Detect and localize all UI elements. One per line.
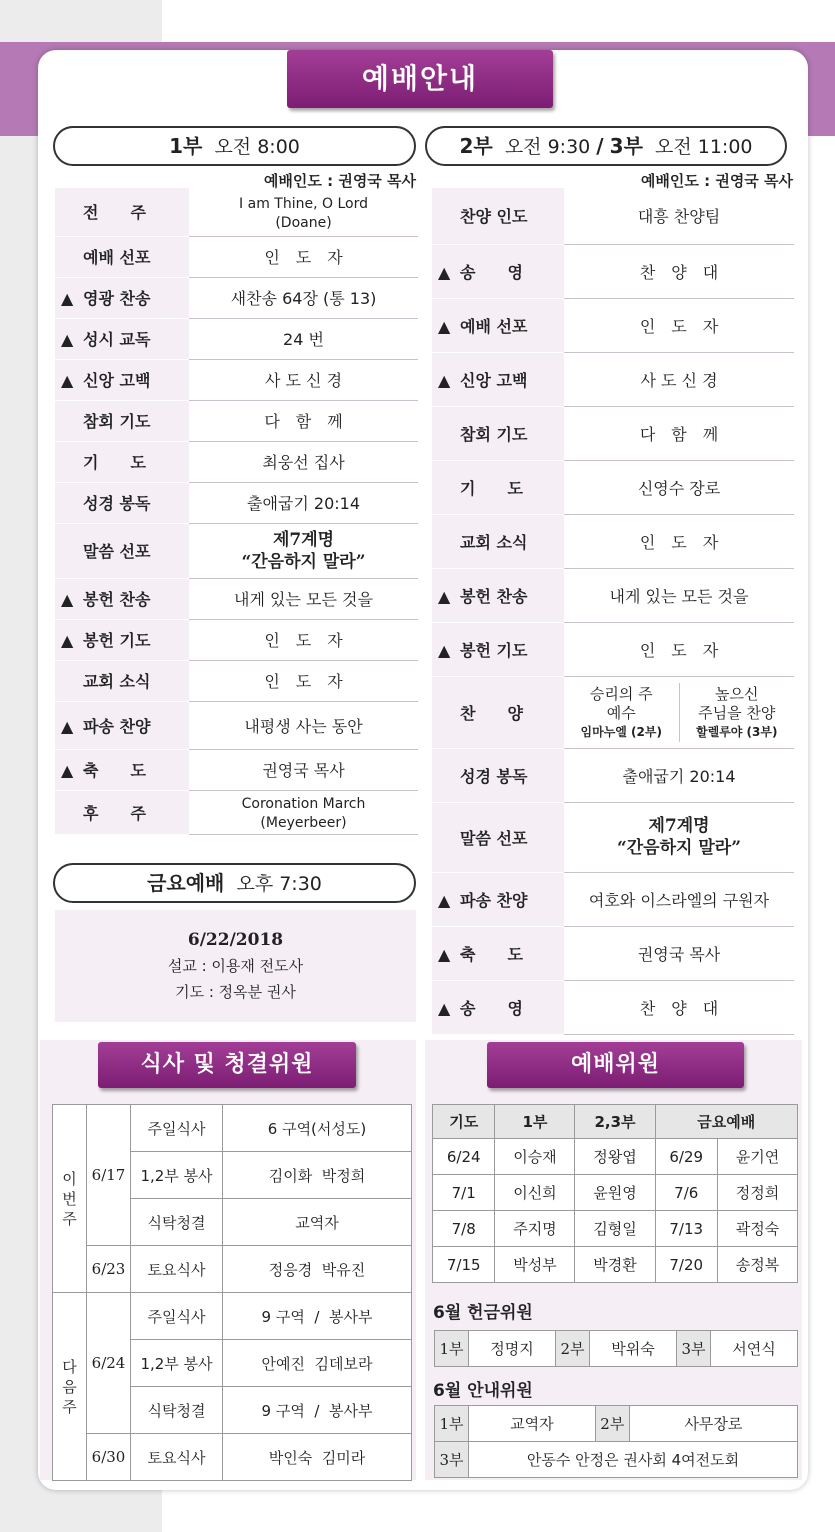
meal-duty: 1,2부 봉사 [131, 1340, 223, 1387]
usher-name: 안동수 안정은 권사회 4여전도회 [469, 1442, 798, 1478]
committee-cell: 이승재 [495, 1139, 575, 1175]
usher-table [434, 1405, 798, 1478]
stand-marker-icon: ▲ [438, 640, 451, 660]
order-label-text: 후 주 [83, 803, 146, 823]
offering-service: 3부 [677, 1331, 711, 1367]
committee-header [433, 1105, 798, 1139]
praise-line: 주님을 찬양 [698, 703, 776, 722]
committee-header-cell: 1부 [495, 1105, 575, 1139]
order-value [189, 318, 418, 359]
meal-assignee: 6 구역(서성도) [223, 1105, 412, 1152]
order-value [564, 926, 794, 980]
stand-marker-icon: ▲ [438, 890, 451, 910]
order-row [55, 188, 418, 236]
meal-assignee: 정응경 박유진 [223, 1246, 412, 1293]
praise-split [564, 683, 794, 742]
order-value [189, 523, 418, 578]
committee-cell: 7/13 [655, 1211, 717, 1247]
order-value [189, 188, 418, 236]
sermon-title: 제7계명 “간음하지 말라” [616, 816, 741, 858]
meal-row [53, 1434, 412, 1481]
order-row [55, 701, 418, 749]
committee-cell: 박성부 [495, 1247, 575, 1283]
offering-name: 서연식 [711, 1331, 798, 1367]
order-value [189, 482, 418, 523]
committee-cell: 7/8 [433, 1211, 495, 1247]
friday-details [55, 910, 416, 1022]
order-row [55, 523, 418, 578]
committee-cell: 윤기연 [717, 1139, 797, 1175]
committee-cell: 7/20 [655, 1247, 717, 1283]
service3-label: 3부 [609, 134, 643, 158]
order-label-text: 교회 소식 [460, 532, 528, 552]
order-label [55, 578, 189, 619]
praise-option [679, 683, 795, 742]
meal-duty: 식탁청결 [131, 1199, 223, 1246]
order-value-text: 인 도 자 [639, 640, 719, 660]
order-row [432, 802, 794, 872]
meal-row [53, 1293, 412, 1340]
order-value [564, 514, 794, 568]
committee-cell: 정정희 [717, 1175, 797, 1211]
order-row [432, 460, 794, 514]
order-row [55, 318, 418, 359]
order-label [432, 298, 564, 352]
stand-marker-icon: ▲ [61, 716, 74, 736]
order-row [55, 578, 418, 619]
order-label-text: 봉헌 찬송 [83, 590, 151, 609]
committee-header-cell: 금요예배 [655, 1105, 797, 1139]
usher-row [435, 1442, 798, 1478]
order-value-text: 내게 있는 모든 것을 [609, 586, 749, 606]
order-value-text: 사 도 신 경 [640, 370, 718, 390]
order-label [55, 188, 189, 236]
order-row [55, 749, 418, 790]
order-row [432, 980, 794, 1034]
order-value [189, 236, 418, 277]
order-row [55, 619, 418, 660]
order-label-text: 송 영 [460, 998, 523, 1018]
meal-duty: 주일식사 [131, 1105, 223, 1152]
order-value [564, 188, 794, 244]
committee-cell: 주지명 [495, 1211, 575, 1247]
order-label-text: 신앙 고백 [460, 370, 528, 390]
usher-name: 교역자 [469, 1406, 596, 1442]
order-row [55, 359, 418, 400]
stand-marker-icon: ▲ [61, 289, 74, 308]
order-value-text: 내게 있는 모든 것을 [234, 590, 373, 609]
order-value [564, 460, 794, 514]
service1-order-table [55, 188, 418, 835]
stand-marker-icon: ▲ [438, 370, 451, 390]
offering-table [434, 1330, 798, 1367]
committee-header-cell: 2,3부 [575, 1105, 655, 1139]
committee-cell: 7/6 [655, 1175, 717, 1211]
praise-option [564, 683, 679, 742]
service3-time: 오전 11:00 [655, 136, 753, 158]
order-label-text: 성시 교독 [83, 330, 151, 349]
offering-service: 1부 [435, 1331, 469, 1367]
order-label [432, 676, 564, 748]
order-row [55, 482, 418, 523]
meal-duty: 식탁청결 [131, 1387, 223, 1434]
committee-cell: 이신희 [495, 1175, 575, 1211]
committee-cell: 박경환 [575, 1247, 655, 1283]
order-label-text: 예배 선포 [460, 316, 528, 336]
order-value-text: 대흥 찬양팀 [637, 207, 721, 227]
meal-duty: 토요식사 [131, 1246, 223, 1293]
offering-row [435, 1331, 798, 1367]
order-value-text: 찬 양 대 [639, 998, 719, 1018]
order-value-text: I am Thine, O Lord (Doane) [239, 195, 368, 231]
order-value [189, 359, 418, 400]
meal-assignee: 9 구역 / 봉사부 [223, 1387, 412, 1434]
order-label-text: 전 주 [83, 203, 146, 223]
order-label [432, 748, 564, 802]
order-label [55, 790, 189, 834]
service23-leader: 예배인도 : 권영국 목사 [640, 172, 793, 190]
order-row [432, 926, 794, 980]
usher-service: 3부 [435, 1442, 469, 1478]
order-label [432, 514, 564, 568]
order-value-text: Coronation March (Meyerbeer) [241, 796, 366, 831]
order-label [55, 441, 189, 482]
order-row [432, 298, 794, 352]
offering-service: 2부 [556, 1331, 590, 1367]
sermon-title: 제7계명 “간음하지 말라” [241, 529, 366, 572]
stand-marker-icon: ▲ [61, 631, 74, 650]
order-label [55, 660, 189, 701]
committee-header-cell: 기도 [433, 1105, 495, 1139]
order-label [55, 482, 189, 523]
offering-title: 6월 헌금위원 [433, 1303, 533, 1323]
order-label-text: 파송 찬양 [83, 716, 151, 736]
order-label [55, 318, 189, 359]
meal-date: 6/23 [87, 1246, 131, 1293]
committee-cell: 김형일 [575, 1211, 655, 1247]
service1-heading [53, 126, 416, 166]
order-value [564, 802, 794, 872]
order-value [189, 400, 418, 441]
order-value [564, 244, 794, 298]
order-value-text: 여호와 이스라엘의 구원자 [588, 890, 770, 910]
order-row [432, 748, 794, 802]
committee-row [433, 1211, 798, 1247]
order-label-text: 찬양 인도 [460, 207, 528, 227]
order-label [432, 460, 564, 514]
order-value-text: 인 도 자 [639, 532, 719, 552]
friday-preacher: 설교 : 이용재 전도사 [167, 957, 304, 975]
order-value-text: 다 함 께 [639, 424, 719, 444]
order-label [55, 277, 189, 318]
order-label-text: 참회 기도 [460, 424, 528, 444]
order-row [55, 236, 418, 277]
order-value [189, 441, 418, 482]
friday-prayer: 기도 : 정옥분 권사 [175, 983, 296, 1001]
meal-assignee: 김이화 박정희 [223, 1152, 412, 1199]
meal-assignee: 9 구역 / 봉사부 [223, 1293, 412, 1340]
order-value [564, 872, 794, 926]
meal-date: 6/30 [87, 1434, 131, 1481]
order-value-text: 권영국 목사 [637, 944, 721, 964]
order-row [432, 188, 794, 244]
order-value [564, 406, 794, 460]
order-value-text: 사 도 신 경 [264, 371, 343, 390]
order-label [55, 523, 189, 578]
committee-cell: 6/29 [655, 1139, 717, 1175]
committee-title: 예배위원 [487, 1042, 744, 1088]
order-label [432, 406, 564, 460]
stand-marker-icon: ▲ [438, 998, 451, 1018]
committee-table [432, 1104, 798, 1283]
order-label-text: 교회 소식 [83, 672, 151, 691]
usher-row [435, 1406, 798, 1442]
praise-line: 높으신 [715, 684, 759, 703]
praise-line: 예수 [606, 703, 636, 722]
order-row [432, 406, 794, 460]
order-label [432, 622, 564, 676]
order-label-text: 예배 선포 [83, 248, 151, 267]
committee-row [433, 1139, 798, 1175]
order-value-text: 최웅선 집사 [262, 453, 345, 472]
order-label-text: 찬 양 [460, 703, 523, 723]
order-value-text: 인 도 자 [264, 672, 343, 691]
service-separator: / [596, 134, 604, 158]
order-value [564, 298, 794, 352]
meal-assignee: 교역자 [223, 1199, 412, 1246]
order-value [564, 568, 794, 622]
meal-duty: 주일식사 [131, 1293, 223, 1340]
meal-duty: 토요식사 [131, 1434, 223, 1481]
order-label-text: 신앙 고백 [83, 371, 151, 390]
stand-marker-icon: ▲ [438, 262, 451, 282]
committee-cell: 정왕엽 [575, 1139, 655, 1175]
order-value [189, 660, 418, 701]
service1-label: 1부 [169, 134, 203, 158]
order-value-text: 인 도 자 [264, 631, 343, 650]
order-row [55, 277, 418, 318]
meal-table [52, 1104, 412, 1481]
order-label-text: 참회 기도 [83, 412, 151, 431]
order-value-text: 24 번 [283, 330, 324, 349]
stand-marker-icon: ▲ [438, 944, 451, 964]
order-value-text: 권영국 목사 [262, 761, 345, 780]
order-label [432, 926, 564, 980]
order-value [189, 790, 418, 834]
order-label [432, 568, 564, 622]
order-label [55, 236, 189, 277]
service2-time: 오전 9:30 [504, 136, 591, 158]
praise-service: 임마누엘 (2부) [580, 724, 662, 739]
committee-row [433, 1247, 798, 1283]
order-label-text: 말씀 선포 [460, 828, 528, 848]
order-label-text: 기 도 [460, 478, 523, 498]
order-row [55, 441, 418, 482]
committee-cell: 7/1 [433, 1175, 495, 1211]
stand-marker-icon: ▲ [61, 330, 74, 349]
order-label [55, 359, 189, 400]
meal-date: 6/17 [87, 1105, 131, 1246]
order-value [564, 676, 794, 748]
order-row [432, 676, 794, 748]
order-row [432, 622, 794, 676]
order-value-text: 출애굽기 20:14 [622, 766, 736, 786]
week-label: 이 번 주 [53, 1105, 87, 1293]
order-label-text: 봉헌 찬송 [460, 586, 528, 606]
order-row [432, 352, 794, 406]
friday-date: 6/22/2018 [187, 930, 284, 950]
order-label-text: 말씀 선포 [83, 542, 151, 561]
committee-cell: 곽정숙 [717, 1211, 797, 1247]
order-row [432, 872, 794, 926]
order-value [564, 980, 794, 1034]
friday-label: 금요예배 [147, 871, 225, 895]
committee-cell: 송정복 [717, 1247, 797, 1283]
order-label-text: 성경 봉독 [460, 766, 528, 786]
order-label [55, 749, 189, 790]
order-label-text: 파송 찬양 [460, 890, 528, 910]
order-label [432, 980, 564, 1034]
order-row [55, 790, 418, 834]
order-value [189, 578, 418, 619]
order-label [55, 619, 189, 660]
service23-heading [425, 126, 787, 166]
stand-marker-icon: ▲ [438, 586, 451, 606]
order-value [189, 749, 418, 790]
committee-cell: 7/15 [433, 1247, 495, 1283]
order-label-text: 기 도 [83, 453, 146, 472]
friday-time: 오후 7:30 [236, 873, 322, 895]
service23-order-table [432, 188, 794, 1035]
order-value-text: 찬 양 대 [639, 262, 719, 282]
order-value-text: 내평생 사는 동안 [244, 716, 363, 736]
week-label: 다 음 주 [53, 1293, 87, 1481]
order-value [189, 277, 418, 318]
committee-row [433, 1175, 798, 1211]
usher-name: 사무장로 [629, 1406, 797, 1442]
order-label-text: 축 도 [83, 761, 146, 780]
order-value-text: 인 도 자 [639, 316, 719, 336]
order-label-text: 성경 봉독 [83, 494, 151, 513]
order-value-text: 새찬송 64장 (통 13) [230, 289, 377, 308]
usher-service: 1부 [435, 1406, 469, 1442]
service1-time: 오전 8:00 [214, 136, 300, 158]
order-value [564, 352, 794, 406]
order-value-text: 출애굽기 20:14 [246, 494, 361, 513]
order-value [189, 701, 418, 749]
order-value [564, 622, 794, 676]
page-title: 예배안내 [287, 50, 553, 108]
meal-row [53, 1105, 412, 1152]
committee-cell: 윤원영 [575, 1175, 655, 1211]
order-label-text: 봉헌 기도 [460, 640, 528, 660]
order-value-text: 신영수 장로 [637, 478, 721, 498]
order-value [564, 748, 794, 802]
order-label [432, 244, 564, 298]
stand-marker-icon: ▲ [61, 761, 74, 780]
order-label [55, 701, 189, 749]
offering-name: 정명지 [469, 1331, 556, 1367]
order-value-text: 다 함 께 [264, 412, 343, 431]
stand-marker-icon: ▲ [61, 590, 74, 609]
meal-title: 식사 및 청결위원 [98, 1042, 356, 1088]
offering-name: 박위숙 [590, 1331, 677, 1367]
stand-marker-icon: ▲ [438, 316, 451, 336]
friday-heading [53, 863, 416, 903]
committee-cell: 6/24 [433, 1139, 495, 1175]
order-label [55, 400, 189, 441]
order-row [55, 400, 418, 441]
praise-service: 할렐루야 (3부) [696, 724, 778, 739]
order-value [189, 619, 418, 660]
meal-row [53, 1246, 412, 1293]
order-row [432, 568, 794, 622]
order-row [432, 514, 794, 568]
service2-label: 2부 [459, 134, 493, 158]
order-label-text: 봉헌 기도 [83, 631, 151, 650]
order-label [432, 802, 564, 872]
order-label-text: 축 도 [460, 944, 523, 964]
usher-service: 2부 [595, 1406, 629, 1442]
order-row [432, 244, 794, 298]
stand-marker-icon: ▲ [61, 371, 74, 390]
order-row [55, 660, 418, 701]
service1-leader: 예배인도 : 권영국 목사 [263, 172, 416, 190]
meal-duty: 1,2부 봉사 [131, 1152, 223, 1199]
order-label [432, 872, 564, 926]
order-label-text: 영광 찬송 [83, 289, 151, 308]
order-value-text: 인 도 자 [264, 248, 343, 267]
order-label-text: 송 영 [460, 262, 523, 282]
meal-assignee: 박인숙 김미라 [223, 1434, 412, 1481]
order-label [432, 188, 564, 244]
meal-assignee: 안예진 김데보라 [223, 1340, 412, 1387]
meal-date: 6/24 [87, 1293, 131, 1434]
order-label [432, 352, 564, 406]
usher-title: 6월 안내위원 [433, 1381, 533, 1401]
praise-line: 승리의 주 [589, 684, 653, 703]
